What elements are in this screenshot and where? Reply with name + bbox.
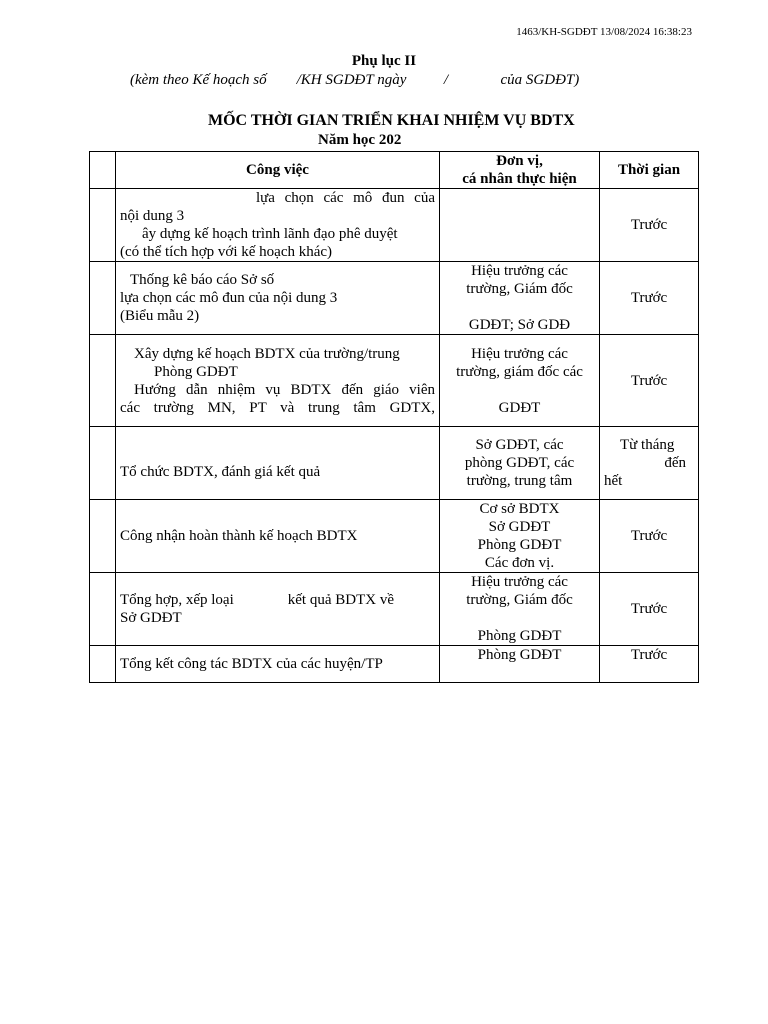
task-line: Phòng GDĐT	[154, 363, 238, 380]
header-task: Công việc	[116, 152, 440, 189]
unit-line: Sở GDĐT	[488, 519, 551, 535]
time-line: hết	[604, 473, 623, 489]
task-cell	[116, 573, 440, 646]
table-header-row	[90, 152, 699, 189]
task-line: các trường MN, PT và trung tâm GDTX,	[120, 399, 435, 416]
task-cell	[116, 335, 440, 427]
unit-line: trường, trung tâm	[466, 473, 573, 489]
task-fragment: Tổng hợp, xếp loại	[120, 592, 234, 608]
time-line: Trước	[630, 647, 668, 663]
unit-line: Hiệu trưởng các	[471, 263, 568, 279]
time-cell	[600, 427, 699, 500]
header-unit-line: cá nhân thực hiện	[462, 171, 577, 187]
header-index-cell	[90, 152, 116, 189]
unit-line: trường, Giám đốc	[466, 592, 573, 608]
unit-cell	[440, 189, 600, 262]
time-cell	[600, 189, 699, 262]
table-row	[90, 573, 699, 646]
header-time: Thời gian	[600, 152, 699, 189]
unit-line: Sở GDĐT, các	[475, 437, 564, 453]
table-row	[90, 427, 699, 500]
task-cell	[116, 262, 440, 335]
document-stamp: 1463/KH-SGDĐT 13/08/2024 16:38:23	[516, 26, 692, 38]
table-row	[90, 335, 699, 427]
time-cell	[600, 646, 699, 683]
time-line: Trước	[630, 528, 668, 544]
unit-spacer	[444, 609, 595, 627]
unit-line: trường, giám đốc các	[456, 363, 583, 380]
unit-spacer	[444, 298, 595, 316]
task-line: ây dựng kế hoạch trình lãnh đạo phê duyệt	[142, 226, 398, 242]
document-title: MỐC THỜI GIAN TRIỂN KHAI NHIỆM VỤ BDTX	[208, 112, 575, 129]
task-cell	[116, 189, 440, 262]
unit-spacer	[444, 381, 595, 399]
table-row	[90, 189, 699, 262]
task-line: Tổng kết công tác BDTX của các huyện/TP	[120, 656, 383, 672]
row-index-cell	[90, 262, 116, 335]
time-line: Trước	[630, 601, 668, 617]
task-line: Thống kê báo cáo Sở số	[130, 272, 275, 288]
time-line: Từ tháng	[620, 437, 675, 453]
unit-line: phòng GDĐT, các	[464, 455, 575, 471]
task-cell	[116, 427, 440, 500]
table-row	[90, 262, 699, 335]
unit-line: Hiệu trưởng các	[471, 345, 568, 362]
row-index-cell	[90, 427, 116, 500]
time-line: đến	[664, 455, 686, 471]
task-fragment: kết quả BDTX về	[287, 592, 394, 608]
unit-cell	[440, 427, 600, 500]
time-line: Trước	[630, 217, 668, 233]
time-line: Trước	[630, 372, 668, 389]
unit-line: GDĐT	[498, 399, 541, 416]
task-line: Tổ chức BDTX, đánh giá kết quả	[120, 464, 321, 480]
unit-line: Phòng GDĐT	[477, 537, 562, 553]
unit-line: Các đơn vị.	[484, 555, 555, 571]
unit-line: GDĐT; Sở GDĐ	[468, 317, 571, 333]
time-line: Trước	[630, 290, 668, 306]
unit-cell	[440, 500, 600, 573]
task-line: Hướng dẫn nhiệm vụ BDTX đến giáo viên	[134, 381, 435, 398]
task-line	[120, 591, 435, 609]
row-index-cell	[90, 335, 116, 427]
row-index-cell	[90, 189, 116, 262]
unit-cell	[440, 646, 600, 683]
header-unit	[440, 152, 600, 189]
appendix-subtitle: (kèm theo Kế hoạch số /KH SGDĐT ngày / của SGDĐT)	[130, 72, 580, 88]
row-index-cell	[90, 646, 116, 683]
row-index-cell	[90, 500, 116, 573]
task-line: lựa chọn các mô đun của	[256, 190, 435, 206]
task-line: lựa chọn các mô đun của nội dung 3	[120, 290, 338, 306]
unit-line: Hiệu trưởng các	[471, 574, 568, 590]
time-cell	[600, 335, 699, 427]
task-line: nội dung 3	[120, 208, 185, 224]
unit-cell	[440, 262, 600, 335]
table-row	[90, 500, 699, 573]
appendix-title: Phụ lục II	[351, 53, 417, 69]
header-unit-line: Đơn vị,	[496, 153, 543, 169]
task-cell	[116, 646, 440, 683]
unit-line: Cơ sở BDTX	[479, 501, 560, 517]
unit-line: Phòng GDĐT	[477, 647, 562, 663]
task-line: Công nhận hoàn thành kế hoạch BDTX	[120, 528, 358, 544]
task-line: (có thể tích hợp với kế hoạch khác)	[120, 244, 333, 260]
task-spacer	[120, 445, 435, 463]
time-cell	[600, 262, 699, 335]
task-line: Sở GDĐT	[120, 610, 182, 626]
table-row	[90, 646, 699, 683]
unit-cell	[440, 335, 600, 427]
school-year: Năm học 202	[318, 132, 402, 148]
task-line: (Biểu mẫu 2)	[120, 308, 200, 324]
time-cell	[600, 573, 699, 646]
unit-cell	[440, 573, 600, 646]
unit-line: trường, Giám đốc	[466, 281, 573, 297]
unit-line: Phòng GDĐT	[477, 628, 562, 644]
row-index-cell	[90, 573, 116, 646]
task-cell	[116, 500, 440, 573]
task-line: Xây dựng kế hoạch BDTX của trường/trung	[134, 345, 400, 362]
time-cell	[600, 500, 699, 573]
schedule-table	[89, 151, 699, 683]
